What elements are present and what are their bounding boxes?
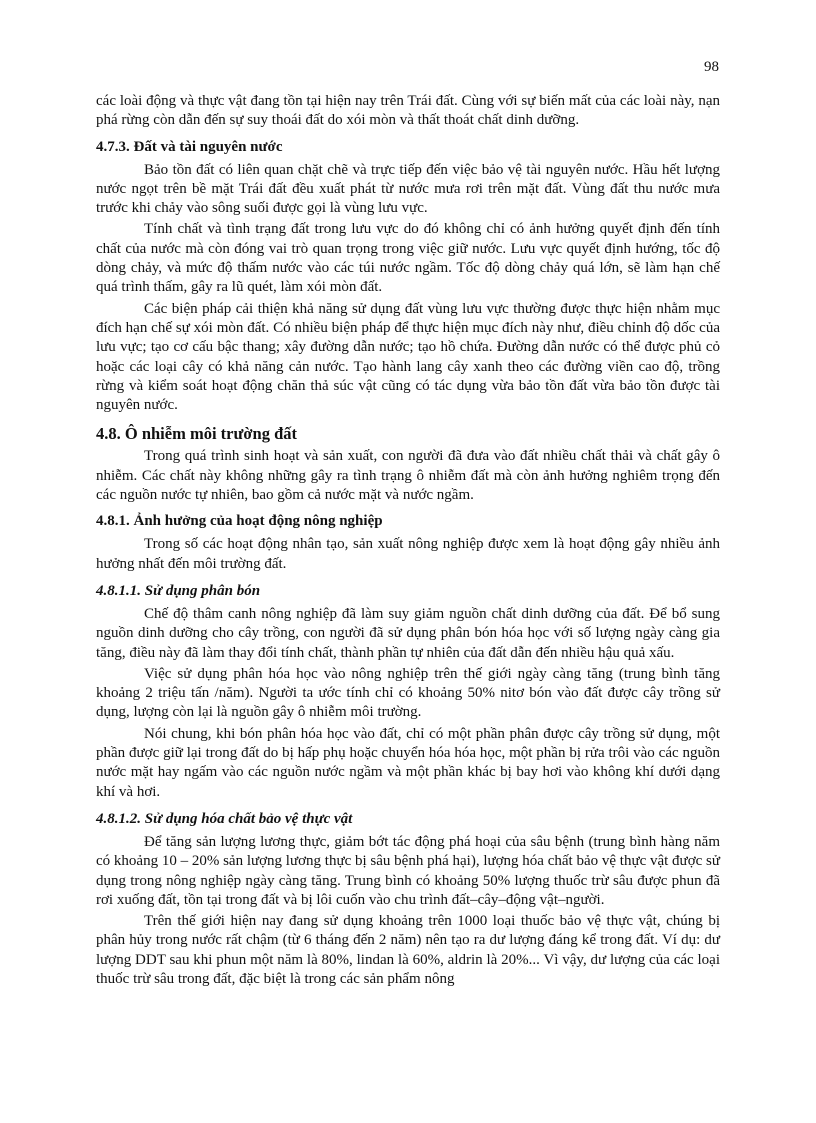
paragraph: Để tăng sản lượng lương thực, giảm bớt tác động phá hoại của sâu bệnh (trung bình hàng năm có khoảng 10 – 20% sản lượng lương thực bị sâu bệnh phá hại), lượng hóa chất bảo vệ thực vật được sử dụng trong nông nghiệp ngày càng tăng. Trung bình có khoảng 50% lượng thuốc trừ sâu được phun đã rơi xuống đất, tồn tại trong đất và bị lôi cuốn vào chu trình đất–cây–động vật–người.	[96, 833, 720, 908]
paragraph: Việc sử dụng phân hóa học vào nông nghiệp trên thế giới ngày càng tăng (trung bình tăng khoảng 2 triệu tấn /năm). Người ta ước tính chỉ có khoảng 50% nitơ bón vào đất được cây trồng sử dụng, lượng còn lại là nguồn gây ô nhiễm môi trường.	[96, 665, 720, 721]
section-heading-4-8-1-2: 4.8.1.2. Sử dụng hóa chất bảo vệ thực vật	[96, 810, 353, 827]
page-number: 98	[704, 59, 719, 75]
section-heading-4-7-3: 4.7.3. Đất và tài nguyên nước	[96, 138, 283, 155]
paragraph: Trong quá trình sinh hoạt và sản xuất, con người đã đưa vào đất nhiều chất thải và chất gây ô nhiễm. Các chất này không những gây ra tình trạng ô nhiễm đất mà còn ảnh hưởng nghiêm trọng đến các nguồn nước tự nhiên, bao gồm cả nước mặt và nước ngầm.	[96, 448, 720, 504]
section-heading-4-8: 4.8. Ô nhiễm môi trường đất	[96, 424, 297, 444]
paragraph: Trên thế giới hiện nay đang sử dụng khoảng trên 1000 loại thuốc bảo vệ thực vật, chúng bị phân hủy trong nước rất chậm (từ 6 tháng đến 2 năm) nên tạo ra dư lượng đáng kể trong đất. Ví dụ: dư lượng DDT sau khi phun một năm là 80%, lindan là 60%, aldrin là 20%... Vì vậy, dư lượng của các loại thuốc trừ sâu trong đất, đặc biệt là trong các sản phẩm nông	[96, 913, 720, 987]
section-heading-4-8-1-1: 4.8.1.1. Sử dụng phân bón	[96, 582, 261, 599]
paragraph: Tính chất và tình trạng đất trong lưu vực do đó không chỉ có ảnh hưởng quyết định đến tính chất của nước mà còn đóng vai trò quan trọng trong việc giữ nước. Lưu vực quyết định hướng, tốc độ dòng chảy, và mức độ thấm nước vào các túi nước ngầm. Tốc độ dòng chảy quá lớn, sẽ làm hạn chế quá trình thấm, gây ra lũ quét, làm xói mòn đất.	[96, 221, 720, 296]
paragraph: các loài động và thực vật đang tồn tại hiện nay trên Trái đất. Cùng với sự biến mất của các loài này, nạn phá rừng còn dẫn đến sự suy thoái đất do xói mòn và thất thoát chất dinh dưỡng.	[96, 93, 720, 129]
paragraph: Nói chung, khi bón phân hóa học vào đất, chỉ có một phần phân được cây trồng sử dụng, một phần được giữ lại trong đất do bị hấp phụ hoặc chuyển hóa hóa học, một phần bị rửa trôi vào các nguồn nước mặt hay ngấm vào các nguồn nước ngầm và một phần khác bị bay hơi vào không khí dưới dạng khí và hơi.	[96, 725, 720, 800]
paragraph: Các biện pháp cải thiện khả năng sử dụng đất vùng lưu vực thường được thực hiện nhằm mục đích hạn chế sự xói mòn đất. Có nhiều biện pháp để thực hiện mục đích này như, điều chỉnh độ dốc của lưu vực; tạo cơ cấu bậc thang; xây đường dẫn nước; tạo hồ chứa. Đường dẫn nước có thể được phủ cỏ hoặc các loại cây có khả năng cản nước. Tạo hành lang cây xanh theo các đường viền cao độ, trồng rừng và kiểm soát hoạt động chăn thả súc vật cũng có tác dụng vừa bảo tồn đất vừa bảo tồn được tài nguyên nước.	[96, 300, 720, 414]
paragraph: Bảo tồn đất có liên quan chặt chẽ và trực tiếp đến việc bảo vệ tài nguyên nước. Hầu hết lượng nước ngọt trên bề mặt Trái đất đều xuất phát từ nước mưa rơi trên mặt đất. Vùng đất thu nước mưa trước khi chảy vào sông suối được gọi là vùng lưu vực.	[96, 161, 720, 217]
paragraph: Trong số các hoạt động nhân tạo, sản xuất nông nghiệp được xem là hoạt động gây nhiều ảnh hưởng nhất đến môi trường đất.	[96, 536, 720, 572]
paragraph: Chế độ thâm canh nông nghiệp đã làm suy giảm nguồn chất dinh dưỡng của đất. Để bổ sung nguồn dinh dưỡng cho cây trồng, con người đã sử dụng phân bón hóa học với số lượng ngày càng gia tăng, điều này đã làm thay đổi tính chất, thành phần tự nhiên của đất dẫn đến nhiều hậu quả xấu.	[96, 605, 720, 661]
section-heading-4-8-1: 4.8.1. Ảnh hưởng của hoạt động nông nghiệp	[96, 513, 383, 530]
document-body	[96, 92, 720, 991]
